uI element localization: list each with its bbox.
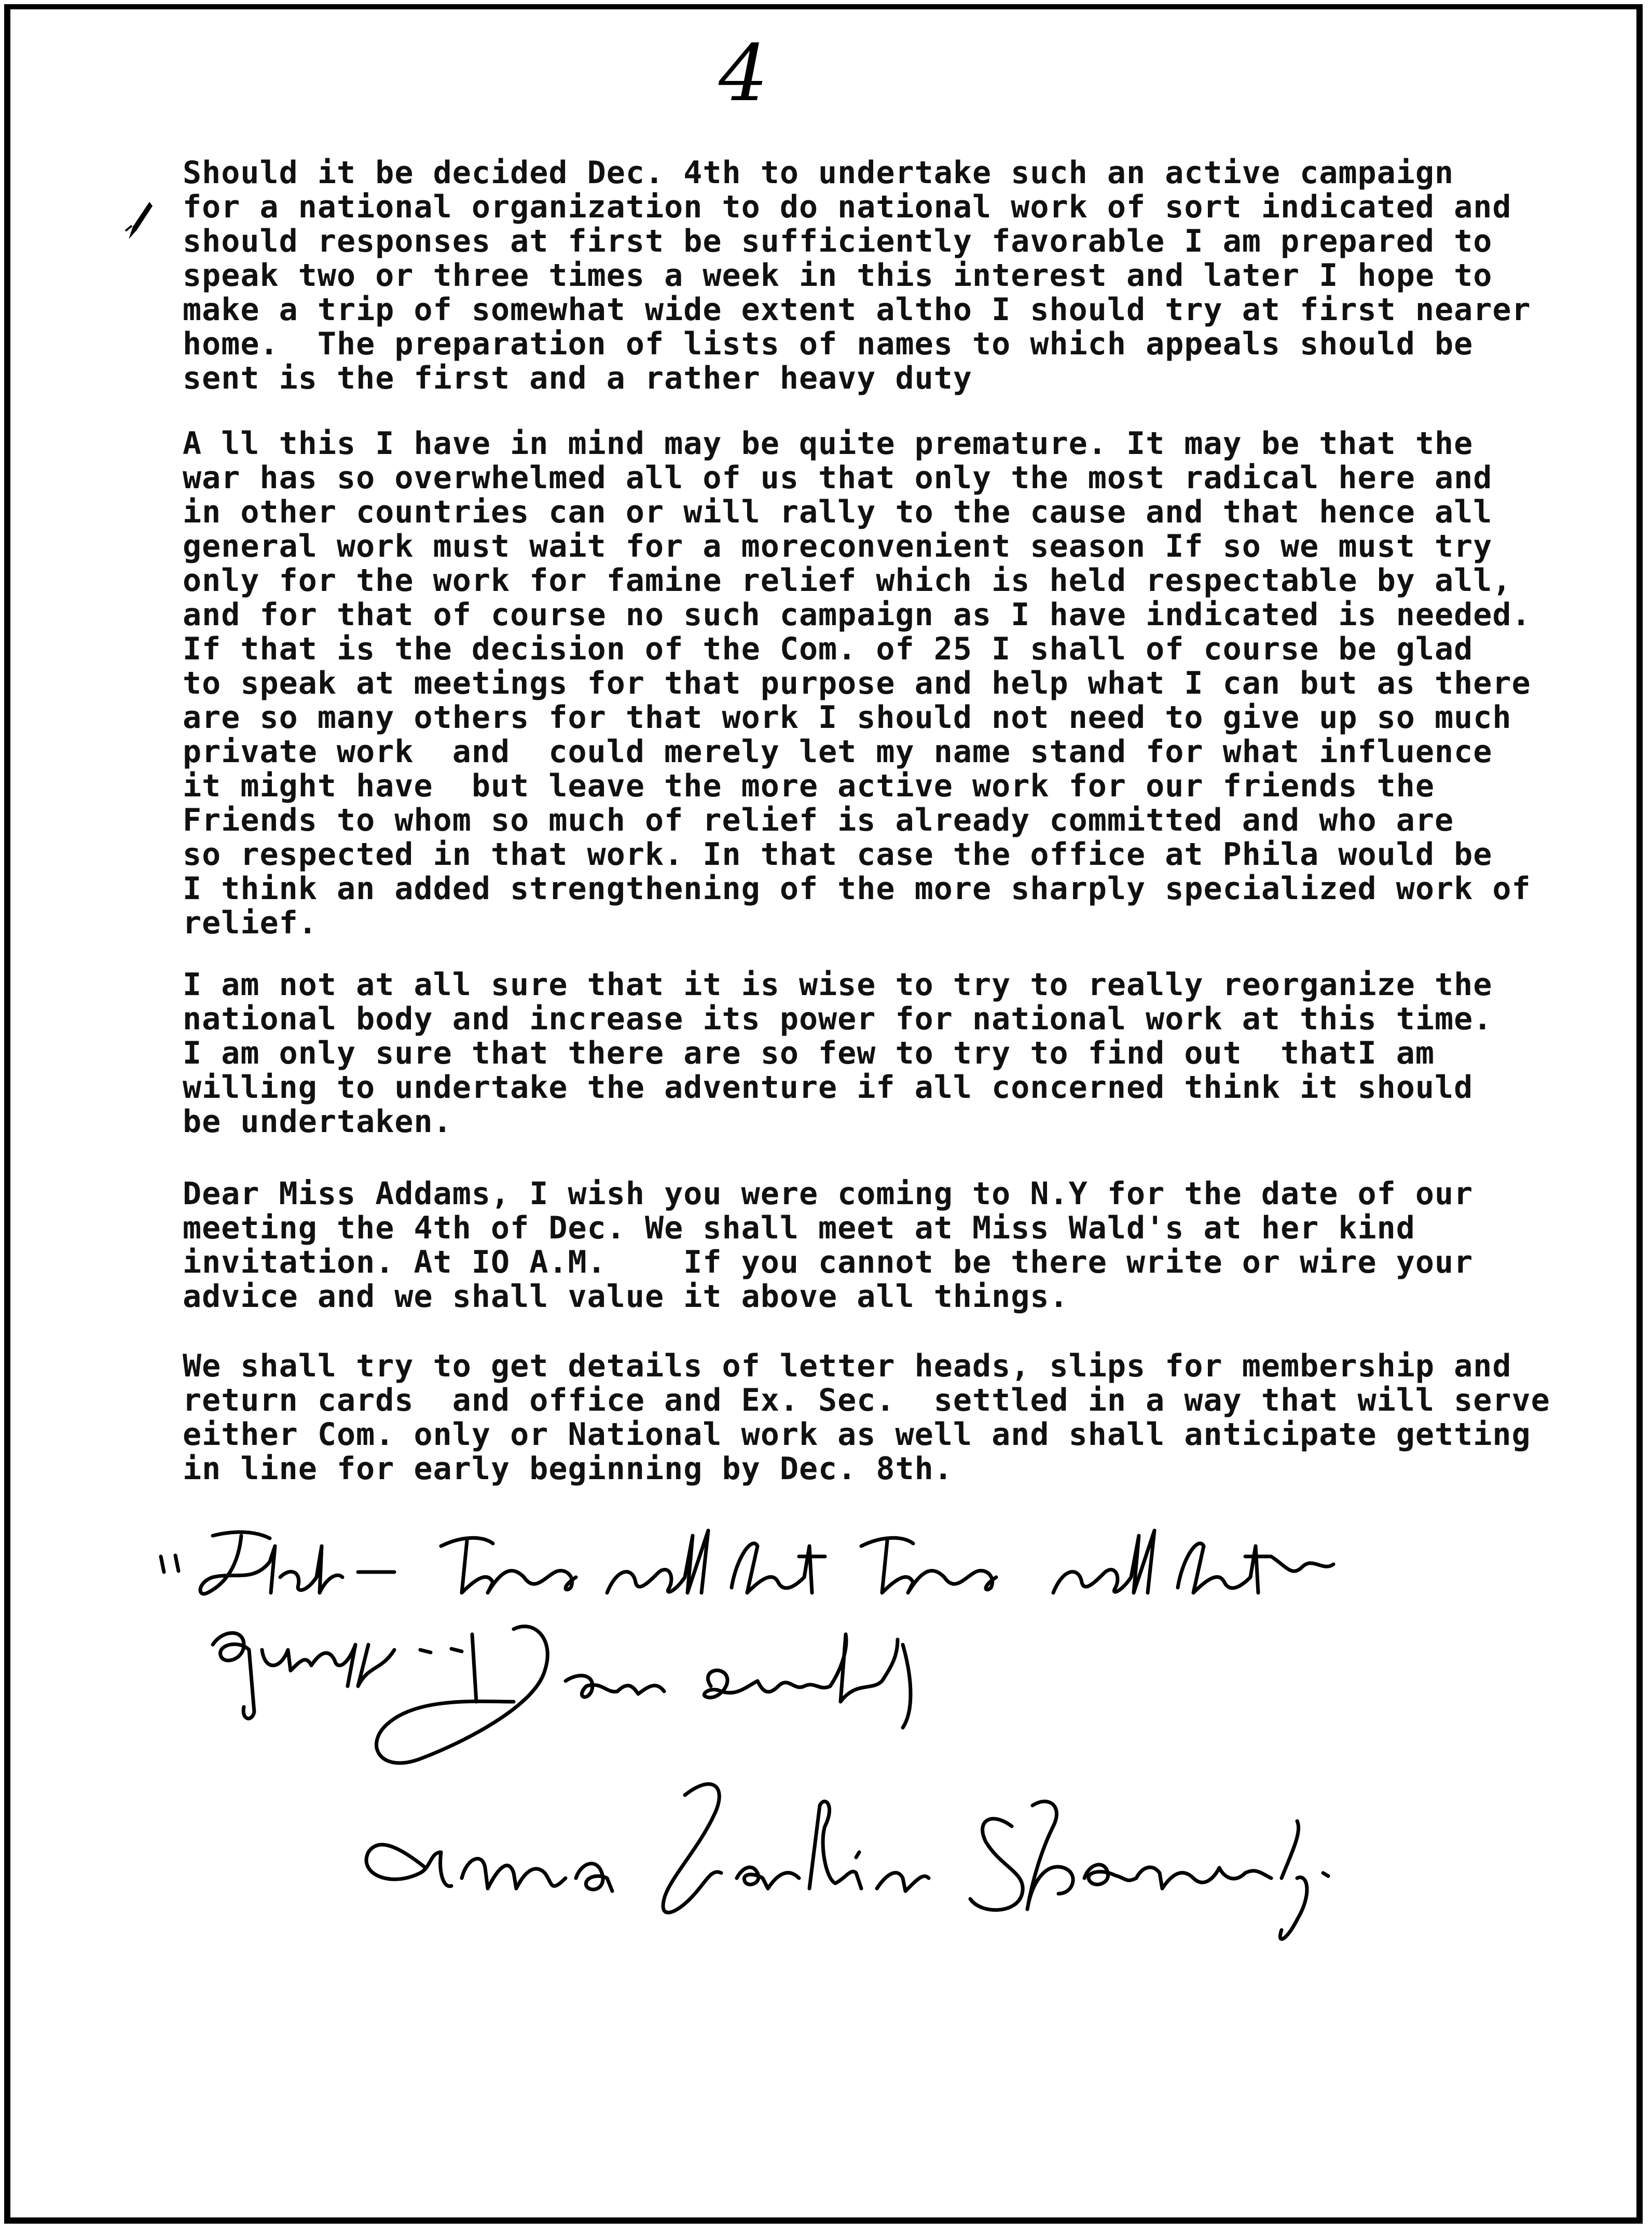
text-line: be undertaken. — [183, 1104, 452, 1140]
text-line: A ll this I have in mind may be quite premature. It may be that the — [183, 425, 1474, 462]
handwritten-signature — [150, 1515, 1593, 2086]
text-line: should responses at first be sufficiently favorable I am prepared to — [183, 223, 1493, 259]
text-line: and for that of course no such campaign as I have indicated is needed. — [183, 597, 1531, 633]
text-line: only for the work for famine relief which is held respectable by all, — [183, 562, 1512, 599]
paragraph-premature — [183, 426, 1531, 940]
text-line: We shall try to get details of letter heads, slips for membership and — [183, 1348, 1512, 1384]
text-line: Friends to whom so much of relief is already committed and who are — [183, 802, 1454, 838]
paragraph-meeting — [183, 1177, 1473, 1314]
page-number: 4 — [719, 29, 768, 119]
text-line: advice and we shall value it above all things. — [183, 1278, 1069, 1315]
text-line: make a trip of somewhat wide extent altho I should try at first nearer — [183, 292, 1531, 328]
text-line: speak two or three times a week in this interest and later I hope to — [183, 257, 1493, 294]
text-line: general work must wait for a moreconvenient season If so we must try — [183, 528, 1493, 564]
text-line: for a national organization to do national work of sort indicated and — [183, 189, 1512, 225]
text-line: Dear Miss Addams, I wish you were coming to N.Y for the date of our — [183, 1176, 1474, 1212]
text-line: sent is the first and a rather heavy duty — [183, 360, 973, 396]
text-line: so respected in that work. In that case the office at Phila would be — [183, 836, 1493, 873]
text-line: private work and could merely let my name stand for what influence — [183, 734, 1493, 770]
text-line: I think an added strengthening of the more sharply specialized work of — [183, 871, 1531, 907]
text-line: willing to undertake the adventure if all concerned think it should — [183, 1069, 1474, 1106]
text-line: Should it be decided Dec. 4th to undertake such an active campaign — [183, 155, 1454, 191]
paragraph-campaign — [183, 156, 1531, 395]
text-line: home. The preparation of lists of names to which appeals should be — [183, 326, 1474, 362]
text-line: I am not at all sure that it is wise to try to really reorganize the — [183, 967, 1493, 1003]
text-line: If that is the decision of the Com. of 25 I shall of course be glad — [183, 631, 1474, 667]
text-line: in other countries can or will rally to the cause and that hence all — [183, 494, 1493, 530]
text-line: national body and increase its power for national work at this time. — [183, 1001, 1493, 1037]
text-line: war has so overwhelmed all of us that only the most radical here and — [183, 460, 1493, 496]
text-line: it might have but leave the more active work for our friends the — [183, 768, 1435, 804]
text-line: invitation. At IO A.M. If you cannot be there write or wire your — [183, 1244, 1474, 1280]
paragraph-reorganize — [183, 968, 1492, 1139]
paragraph-details — [183, 1349, 1550, 1486]
margin-pen-mark — [125, 200, 156, 241]
text-line: return cards and office and Ex. Sec. settled in a way that will serve — [183, 1382, 1550, 1418]
text-line: meeting the 4th of Dec. We shall meet at Miss Wald's at her kind — [183, 1210, 1415, 1246]
text-line: relief. — [183, 905, 318, 941]
text-line: to speak at meetings for that purpose and help what I can but as there — [183, 665, 1531, 701]
text-line: I am only sure that there are so few to try to find out thatI am — [183, 1035, 1435, 1071]
text-line: are so many others for that work I should not need to give up so much — [183, 699, 1512, 736]
text-line: in line for early beginning by Dec. 8th. — [183, 1451, 953, 1487]
text-line: either Com. only or National work as well and shall anticipate getting — [183, 1416, 1531, 1453]
